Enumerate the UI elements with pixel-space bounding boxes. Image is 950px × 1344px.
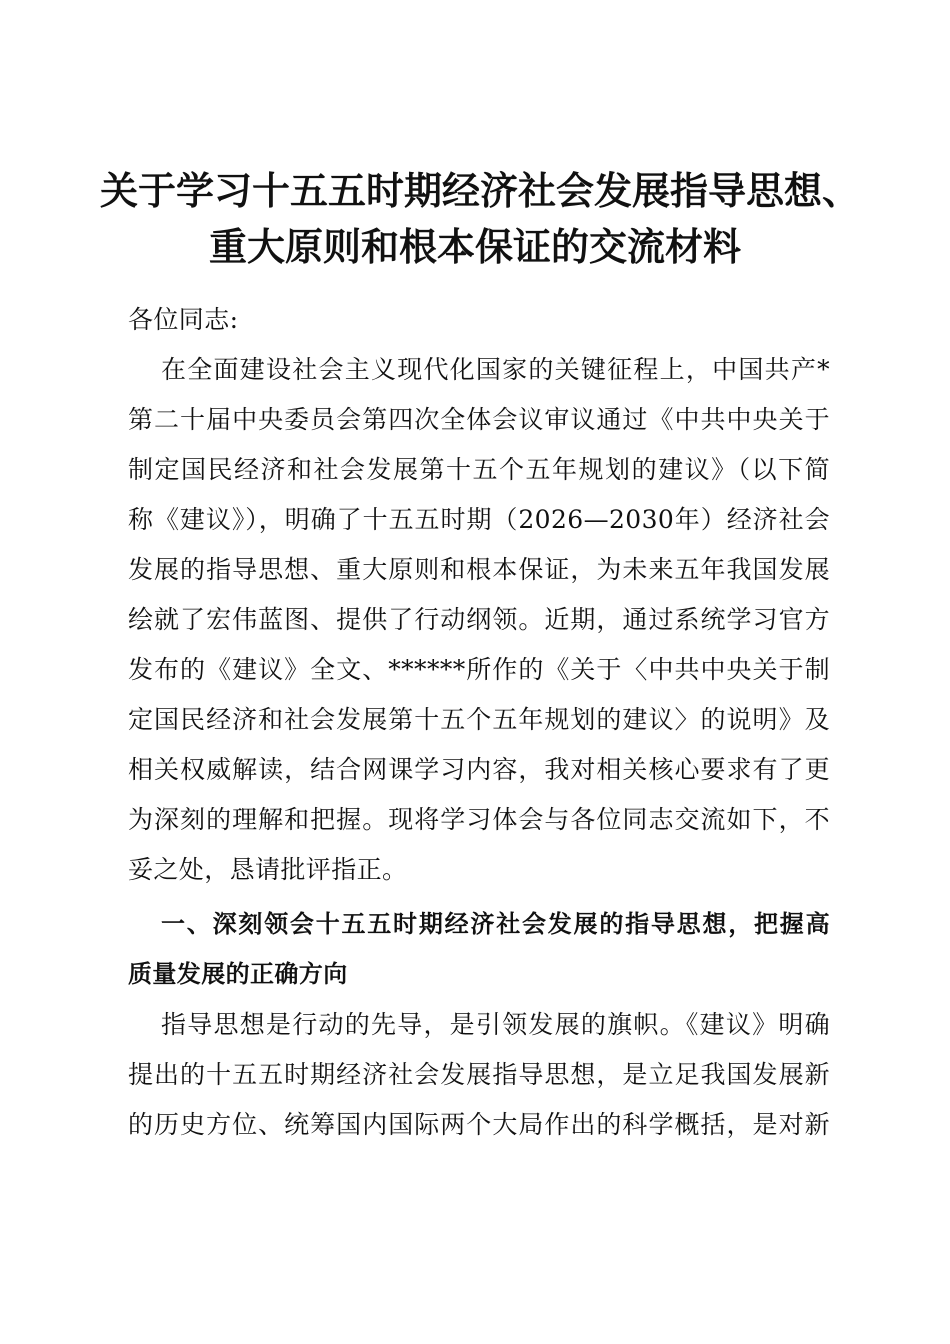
paragraph-1-line: 相关权威解读，结合网课学习内容，我对相关核心要求有了更 bbox=[128, 755, 830, 784]
paragraph-1-line: 妥之处，恳请批评指正。 bbox=[128, 855, 408, 884]
paragraph-1-line: 在全面建设社会主义现代化国家的关键征程上，中国共产* bbox=[161, 355, 830, 384]
paragraph-1-line: 称《建议》），明确了十五五时期（2026—2030年）经济社会 bbox=[128, 505, 830, 534]
paragraph-1-line: 为深刻的理解和把握。现将学习体会与各位同志交流如下，不 bbox=[128, 805, 830, 834]
document-title-line-2: 重大原则和根本保证的交流材料 bbox=[208, 224, 741, 269]
paragraph-1-line: 发布的《建议》全文、******所作的《关于〈中共中央关于制 bbox=[128, 655, 830, 684]
salutation: 各位同志: bbox=[128, 305, 239, 334]
paragraph-2-line: 指导思想是行动的先导，是引领发展的旗帜。《建议》明确 bbox=[161, 1010, 830, 1039]
section-1-heading-line: 质量发展的正确方向 bbox=[128, 960, 348, 988]
paragraph-1-line: 定国民经济和社会发展第十五个五年规划的建议〉的说明》及 bbox=[128, 705, 830, 734]
paragraph-1-line: 绘就了宏伟蓝图、提供了行动纲领。近期，通过系统学习官方 bbox=[128, 605, 830, 634]
paragraph-1-line: 制定国民经济和社会发展第十五个五年规划的建议》（以下简 bbox=[128, 455, 830, 484]
paragraph-1-line: 第二十届中央委员会第四次全体会议审议通过《中共中央关于 bbox=[128, 405, 830, 434]
paragraph-2-line: 提出的十五五时期经济社会发展指导思想，是立足我国发展新 bbox=[128, 1060, 830, 1089]
section-1-heading-line: 一、深刻领会十五五时期经济社会发展的指导思想，把握高 bbox=[161, 910, 830, 938]
paragraph-1-line: 发展的指导思想、重大原则和根本保证，为未来五年我国发展 bbox=[128, 555, 830, 584]
paragraph-2-line: 的历史方位、统筹国内国际两个大局作出的科学概括，是对新 bbox=[128, 1110, 830, 1139]
document-title-line-1: 关于学习十五五时期经济社会发展指导思想、 bbox=[100, 168, 861, 213]
